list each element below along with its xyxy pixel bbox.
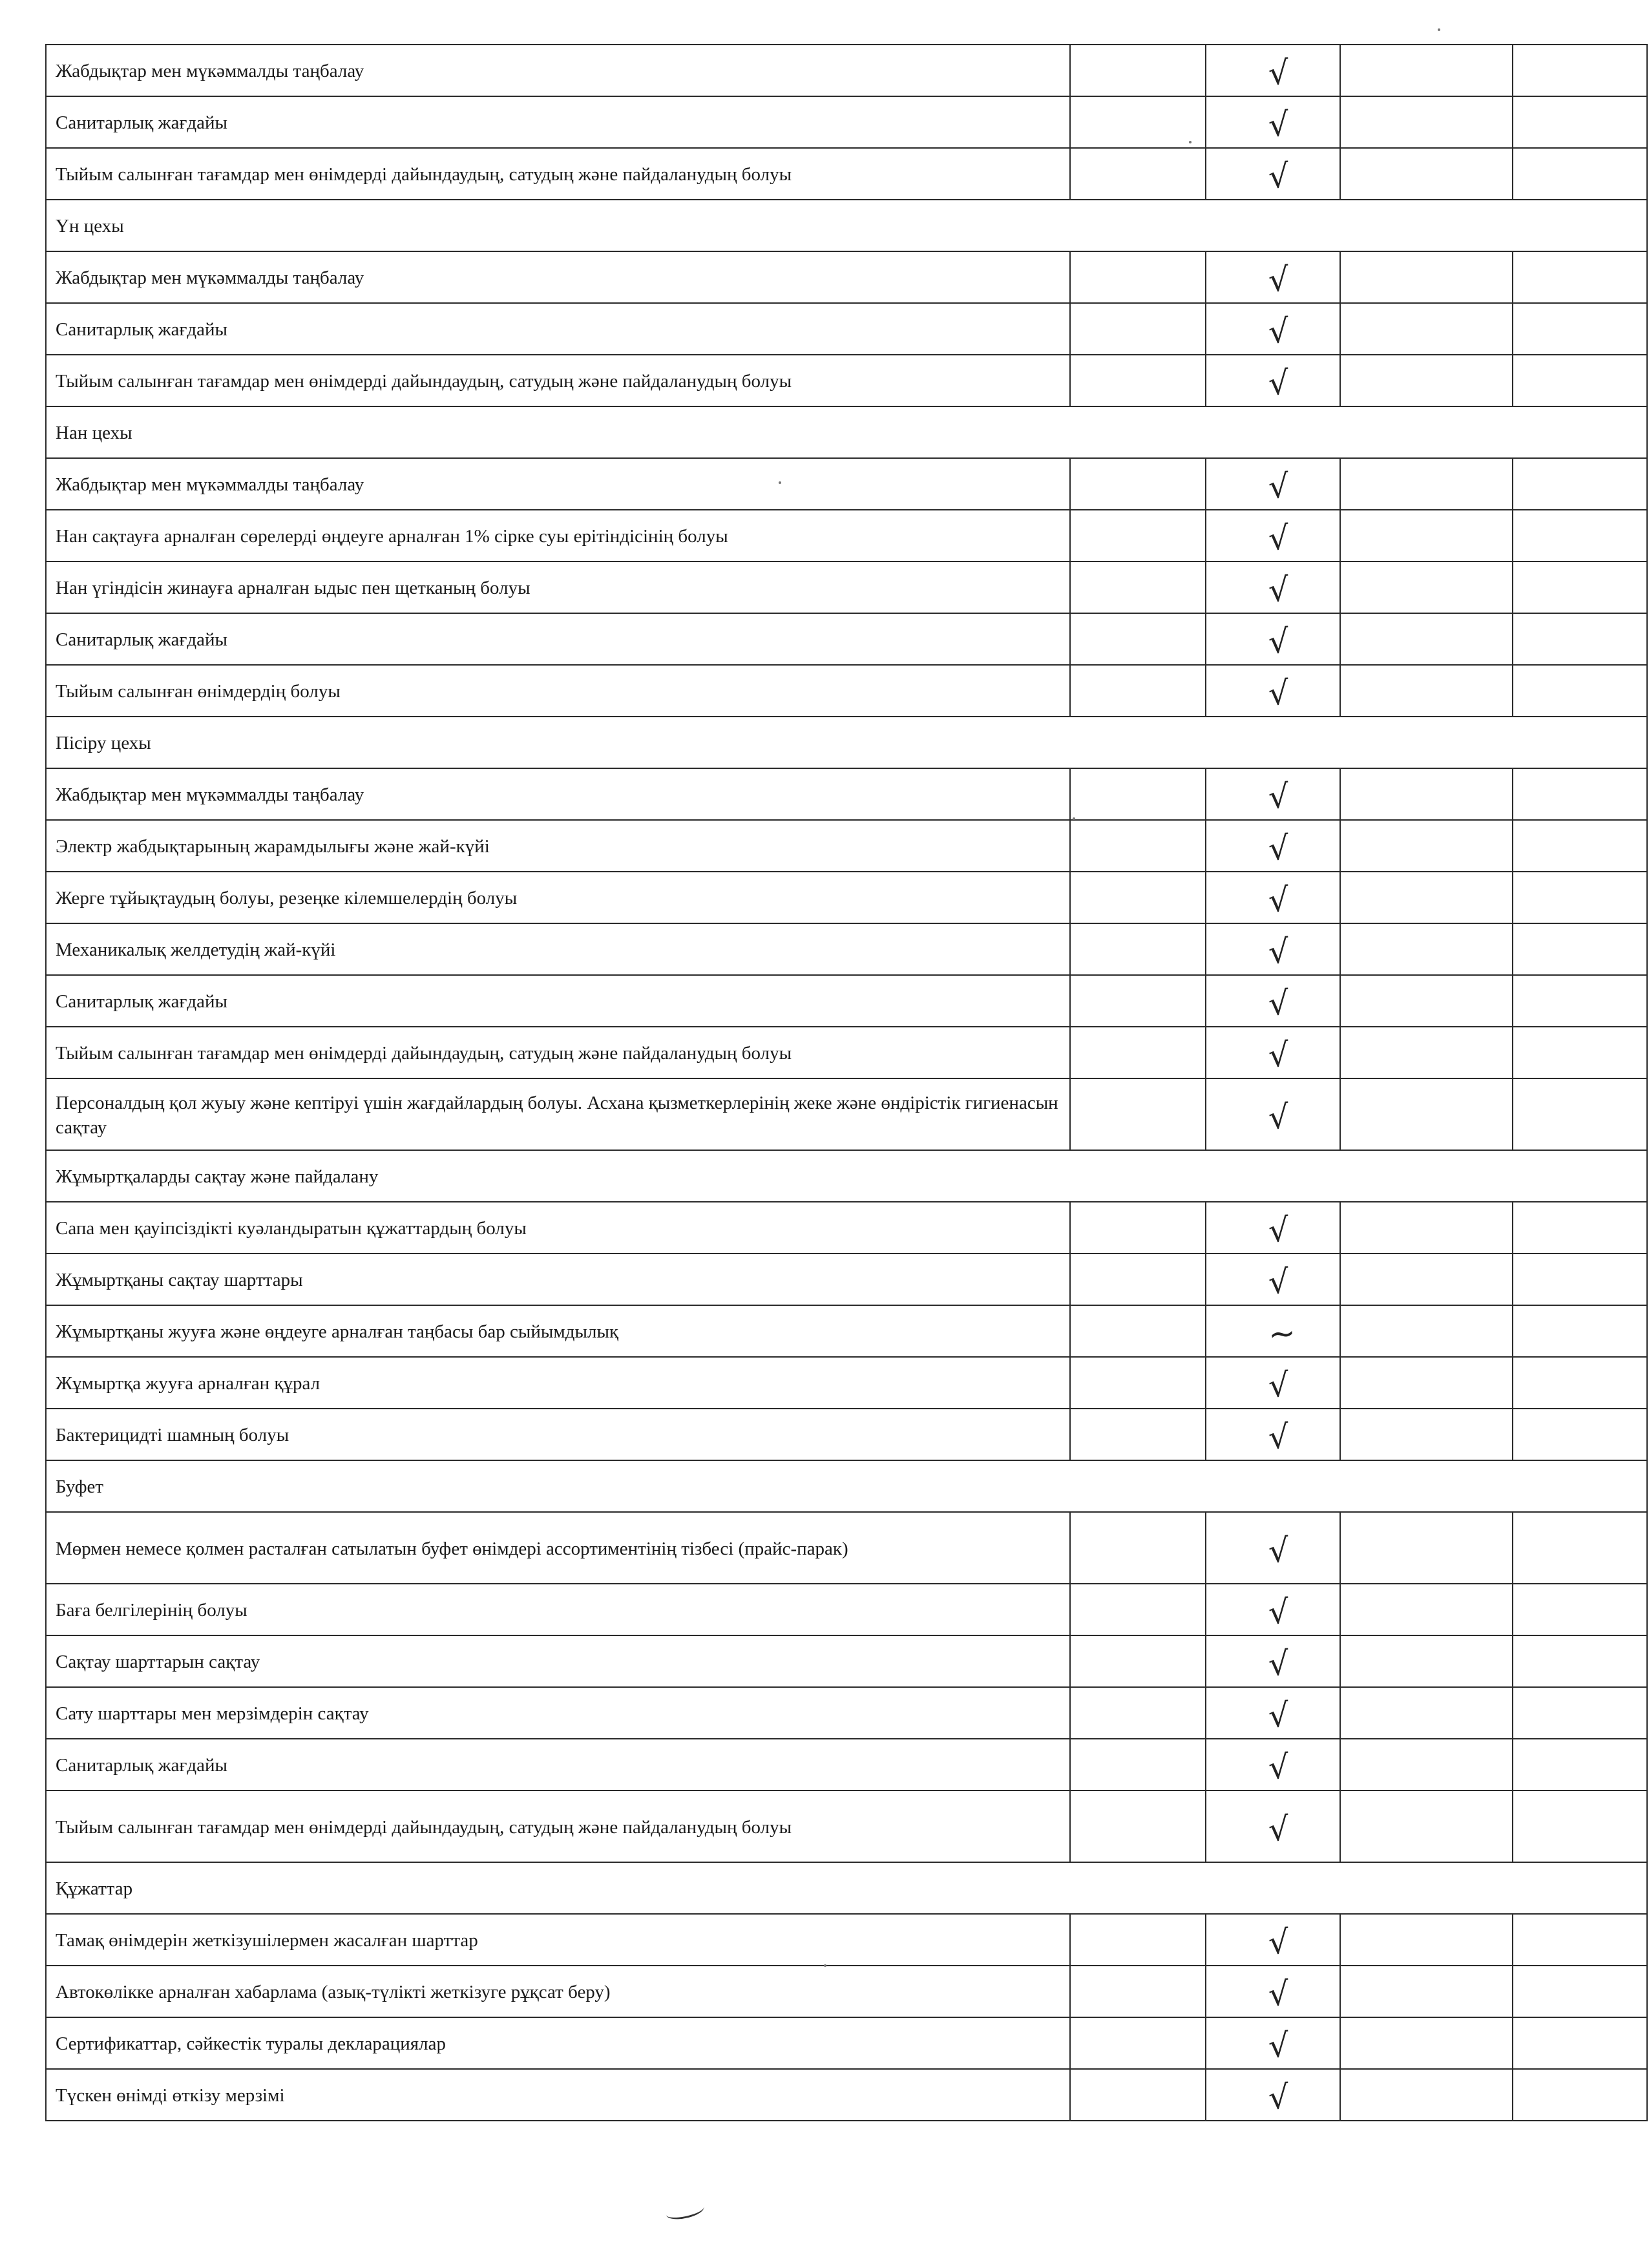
check-mark-icon: √ bbox=[1267, 1922, 1290, 1962]
checklist-row bbox=[46, 1914, 1647, 1966]
requirement-cell bbox=[46, 1966, 1070, 2017]
col-2-cell bbox=[1070, 355, 1206, 406]
check-cell bbox=[1206, 1914, 1340, 1966]
requirement-cell bbox=[46, 148, 1070, 200]
checklist-row bbox=[46, 2069, 1647, 2121]
check-cell bbox=[1206, 1739, 1340, 1790]
col-4-cell bbox=[1340, 1512, 1513, 1584]
requirement-cell bbox=[46, 768, 1070, 820]
requirement-text: Жерге тұйықтаудың болуы, резеңке кілемшелердің болуы bbox=[56, 888, 518, 908]
col-5-cell bbox=[1513, 458, 1647, 510]
check-cell bbox=[1206, 923, 1340, 975]
col-2-cell bbox=[1070, 562, 1206, 613]
col-4-cell bbox=[1340, 2069, 1513, 2121]
col-5-cell bbox=[1513, 148, 1647, 200]
col-2-cell bbox=[1070, 1966, 1206, 2017]
col-4-cell bbox=[1340, 458, 1513, 510]
check-cell bbox=[1206, 1078, 1340, 1150]
col-5-cell bbox=[1513, 1739, 1647, 1790]
section-header-row bbox=[46, 1862, 1647, 1914]
requirement-text: Тыйым салынған өнімдердің болуы bbox=[56, 681, 341, 702]
check-mark-icon: √ bbox=[1267, 260, 1290, 300]
requirement-text: Мөрмен немесе қолмен расталған сатылатын буфет өнімдері ассортиментінің тізбесі (прайс-парак) bbox=[56, 1538, 848, 1559]
col-4-cell bbox=[1340, 613, 1513, 665]
scan-speck bbox=[1189, 141, 1192, 143]
col-4-cell bbox=[1340, 1305, 1513, 1357]
col-2-cell bbox=[1070, 1584, 1206, 1635]
col-5-cell bbox=[1513, 45, 1647, 96]
section-title: Нан цехы bbox=[56, 423, 132, 443]
requirement-cell bbox=[46, 1914, 1070, 1966]
requirement-text: Сапа мен қауіпсіздікті куәландыратын құжаттардың болуы bbox=[56, 1218, 527, 1239]
requirement-cell bbox=[46, 2069, 1070, 2121]
check-mark-icon: √ bbox=[1267, 1747, 1290, 1787]
checklist-row bbox=[46, 45, 1647, 96]
col-2-cell bbox=[1070, 975, 1206, 1027]
col-4-cell bbox=[1340, 872, 1513, 923]
section-header-row bbox=[46, 1460, 1647, 1512]
check-mark-icon: √ bbox=[1267, 1417, 1290, 1457]
col-2-cell bbox=[1070, 1305, 1206, 1357]
col-2-cell bbox=[1070, 665, 1206, 717]
requirement-cell bbox=[46, 1357, 1070, 1409]
section-header-cell bbox=[46, 1150, 1647, 1202]
section-header-row bbox=[46, 717, 1647, 768]
check-cell bbox=[1206, 458, 1340, 510]
check-mark-icon: √ bbox=[1267, 53, 1290, 93]
col-4-cell bbox=[1340, 148, 1513, 200]
requirement-cell bbox=[46, 923, 1070, 975]
requirement-cell bbox=[46, 1202, 1070, 1254]
checklist-row bbox=[46, 148, 1647, 200]
section-title: Жұмыртқаларды сақтау және пайдалану bbox=[56, 1166, 379, 1187]
section-header-cell bbox=[46, 1862, 1647, 1914]
col-2-cell bbox=[1070, 2069, 1206, 2121]
col-4-cell bbox=[1340, 96, 1513, 148]
col-2-cell bbox=[1070, 1635, 1206, 1687]
col-4-cell bbox=[1340, 562, 1513, 613]
requirement-cell bbox=[46, 975, 1070, 1027]
col-5-cell bbox=[1513, 303, 1647, 355]
check-mark-icon: √ bbox=[1267, 1809, 1290, 1849]
col-2-cell bbox=[1070, 820, 1206, 872]
col-5-cell bbox=[1513, 923, 1647, 975]
col-2-cell bbox=[1070, 1254, 1206, 1305]
requirement-text: Механикалық желдетудің жай-күйі bbox=[56, 940, 336, 960]
requirement-cell bbox=[46, 1078, 1070, 1150]
col-4-cell bbox=[1340, 1635, 1513, 1687]
checklist-row bbox=[46, 458, 1647, 510]
col-4-cell bbox=[1340, 510, 1513, 562]
checklist-row bbox=[46, 1584, 1647, 1635]
check-mark-icon: √ bbox=[1267, 2077, 1290, 2117]
requirement-text: Бактерицидті шамның болуы bbox=[56, 1425, 289, 1445]
col-2-cell bbox=[1070, 510, 1206, 562]
col-2-cell bbox=[1070, 1409, 1206, 1460]
requirement-text: Баға белгілерінің болуы bbox=[56, 1600, 247, 1621]
col-2-cell bbox=[1070, 613, 1206, 665]
checklist-row bbox=[46, 820, 1647, 872]
col-2-cell bbox=[1070, 148, 1206, 200]
col-2-cell bbox=[1070, 1512, 1206, 1584]
col-5-cell bbox=[1513, 562, 1647, 613]
requirement-text: Сату шарттары мен мерзімдерін сақтау bbox=[56, 1703, 369, 1724]
requirement-text: Сақтау шарттарын сақтау bbox=[56, 1652, 260, 1672]
col-2-cell bbox=[1070, 251, 1206, 303]
checklist-row bbox=[46, 768, 1647, 820]
pen-stroke-mark bbox=[664, 2200, 705, 2222]
col-2-cell bbox=[1070, 1790, 1206, 1862]
requirement-cell bbox=[46, 872, 1070, 923]
requirement-text: Санитарлық жағдайы bbox=[56, 112, 227, 133]
requirement-cell bbox=[46, 562, 1070, 613]
check-mark-icon: √ bbox=[1267, 2026, 1290, 2066]
col-5-cell bbox=[1513, 1254, 1647, 1305]
col-2-cell bbox=[1070, 303, 1206, 355]
check-cell bbox=[1206, 303, 1340, 355]
requirement-cell bbox=[46, 1790, 1070, 1862]
check-mark-icon: √ bbox=[1267, 467, 1290, 507]
check-cell bbox=[1206, 1512, 1340, 1584]
col-4-cell bbox=[1340, 45, 1513, 96]
check-cell bbox=[1206, 96, 1340, 148]
requirement-cell bbox=[46, 45, 1070, 96]
col-2-cell bbox=[1070, 1078, 1206, 1150]
check-cell bbox=[1206, 1202, 1340, 1254]
check-mark-icon: √ bbox=[1267, 105, 1290, 145]
col-2-cell bbox=[1070, 45, 1206, 96]
col-4-cell bbox=[1340, 1202, 1513, 1254]
requirement-text: Жұмыртқаны жууға және өңдеуге арналған таңбасы бар сыйымдылық bbox=[56, 1321, 619, 1342]
check-mark-icon: √ bbox=[1267, 1592, 1290, 1632]
check-cell bbox=[1206, 768, 1340, 820]
section-header-cell bbox=[46, 1460, 1647, 1512]
col-2-cell bbox=[1070, 1202, 1206, 1254]
check-mark-icon: √ bbox=[1267, 1696, 1290, 1736]
requirement-cell bbox=[46, 96, 1070, 148]
col-4-cell bbox=[1340, 975, 1513, 1027]
col-5-cell bbox=[1513, 1078, 1647, 1150]
requirement-cell bbox=[46, 1635, 1070, 1687]
requirement-cell bbox=[46, 1409, 1070, 1460]
check-mark-icon: √ bbox=[1267, 1644, 1290, 1684]
col-5-cell bbox=[1513, 1635, 1647, 1687]
requirement-text: Тыйым салынған тағамдар мен өнімдерді дайындаудың, сатудың және пайдаланудың болуы bbox=[56, 164, 792, 185]
requirement-text: Жабдықтар мен мүкәммалды таңбалау bbox=[56, 61, 364, 81]
col-2-cell bbox=[1070, 923, 1206, 975]
col-4-cell bbox=[1340, 665, 1513, 717]
check-mark-icon: √ bbox=[1267, 1531, 1290, 1570]
col-2-cell bbox=[1070, 458, 1206, 510]
checklist-row bbox=[46, 1078, 1647, 1150]
checklist-row bbox=[46, 1512, 1647, 1584]
section-header-row bbox=[46, 406, 1647, 458]
col-2-cell bbox=[1070, 1687, 1206, 1739]
checklist-row bbox=[46, 1966, 1647, 2017]
requirement-text: Санитарлық жағдайы bbox=[56, 319, 227, 340]
col-2-cell bbox=[1070, 1739, 1206, 1790]
check-cell bbox=[1206, 2017, 1340, 2069]
col-5-cell bbox=[1513, 1512, 1647, 1584]
col-5-cell bbox=[1513, 1966, 1647, 2017]
col-4-cell bbox=[1340, 1027, 1513, 1078]
col-4-cell bbox=[1340, 1790, 1513, 1862]
requirement-text: Жұмыртқаны сақтау шарттары bbox=[56, 1270, 303, 1290]
checklist-row bbox=[46, 1202, 1647, 1254]
check-mark-icon: √ bbox=[1267, 1365, 1290, 1405]
col-2-cell bbox=[1070, 1357, 1206, 1409]
requirement-cell bbox=[46, 613, 1070, 665]
requirement-text: Автокөлікке арналған хабарлама (азық-түлікті жеткізуге рұқсат беру) bbox=[56, 1982, 611, 2002]
col-5-cell bbox=[1513, 1305, 1647, 1357]
check-mark-icon: √ bbox=[1267, 932, 1290, 972]
col-2-cell bbox=[1070, 1914, 1206, 1966]
col-5-cell bbox=[1513, 820, 1647, 872]
check-cell bbox=[1206, 1790, 1340, 1862]
check-mark-icon: √ bbox=[1267, 1974, 1290, 2014]
checklist-row bbox=[46, 1254, 1647, 1305]
col-5-cell bbox=[1513, 1202, 1647, 1254]
requirement-text: Түскен өнімді өткізу мерзімі bbox=[56, 2085, 285, 2106]
col-2-cell bbox=[1070, 96, 1206, 148]
requirement-cell bbox=[46, 458, 1070, 510]
requirement-text: Тыйым салынған тағамдар мен өнімдерді дайындаудың, сатудың және пайдаланудың болуы bbox=[56, 1816, 792, 1838]
requirement-cell bbox=[46, 1254, 1070, 1305]
checklist-row bbox=[46, 923, 1647, 975]
check-cell bbox=[1206, 1027, 1340, 1078]
requirement-text: Нан сақтауға арналған сөрелерді өңдеуге арналған 1% сірке суы ерітіндісінің болуы bbox=[56, 526, 728, 547]
col-5-cell bbox=[1513, 1914, 1647, 1966]
col-5-cell bbox=[1513, 768, 1647, 820]
col-5-cell bbox=[1513, 251, 1647, 303]
col-5-cell bbox=[1513, 1357, 1647, 1409]
col-2-cell bbox=[1070, 872, 1206, 923]
check-cell bbox=[1206, 45, 1340, 96]
col-4-cell bbox=[1340, 251, 1513, 303]
section-header-cell bbox=[46, 717, 1647, 768]
check-cell bbox=[1206, 1687, 1340, 1739]
check-cell bbox=[1206, 1966, 1340, 2017]
checklist-row bbox=[46, 251, 1647, 303]
col-4-cell bbox=[1340, 820, 1513, 872]
section-header-row bbox=[46, 200, 1647, 251]
requirement-cell bbox=[46, 1687, 1070, 1739]
requirement-text: Персоналдың қол жуыу және кептіруі үшін жағдайлардың болуы. Асхана қызметкерлерінің жеке және өндірістік гигиенасын сақтау bbox=[56, 1092, 1058, 1138]
checklist-sheet bbox=[45, 44, 1557, 2121]
col-5-cell bbox=[1513, 872, 1647, 923]
check-mark-icon: √ bbox=[1267, 363, 1290, 403]
checklist-row bbox=[46, 1027, 1647, 1078]
check-cell bbox=[1206, 1409, 1340, 1460]
section-header-cell bbox=[46, 406, 1647, 458]
check-cell bbox=[1206, 2069, 1340, 2121]
checklist-row bbox=[46, 562, 1647, 613]
check-mark-icon: √ bbox=[1267, 1035, 1290, 1075]
col-5-cell bbox=[1513, 510, 1647, 562]
col-5-cell bbox=[1513, 2069, 1647, 2121]
requirement-cell bbox=[46, 251, 1070, 303]
requirement-cell bbox=[46, 665, 1070, 717]
check-mark-icon: √ bbox=[1267, 673, 1290, 713]
check-mark-icon: √ bbox=[1267, 622, 1290, 662]
check-cell bbox=[1206, 562, 1340, 613]
checklist-row bbox=[46, 2017, 1647, 2069]
col-5-cell bbox=[1513, 96, 1647, 148]
checklist-row bbox=[46, 1687, 1647, 1739]
col-4-cell bbox=[1340, 1966, 1513, 2017]
check-mark-icon: √ bbox=[1267, 777, 1290, 817]
check-cell bbox=[1206, 975, 1340, 1027]
check-cell bbox=[1206, 251, 1340, 303]
requirement-cell bbox=[46, 355, 1070, 406]
requirement-cell bbox=[46, 303, 1070, 355]
checklist-row bbox=[46, 1409, 1647, 1460]
section-title: Үн цехы bbox=[56, 216, 124, 236]
col-4-cell bbox=[1340, 1078, 1513, 1150]
requirement-cell bbox=[46, 510, 1070, 562]
check-cell bbox=[1206, 613, 1340, 665]
section-title: Пісіру цехы bbox=[56, 733, 151, 753]
requirement-text: Жабдықтар мен мүкәммалды таңбалау bbox=[56, 784, 364, 805]
checklist-body bbox=[46, 45, 1647, 2121]
col-5-cell bbox=[1513, 2017, 1647, 2069]
col-4-cell bbox=[1340, 1409, 1513, 1460]
requirement-text: Санитарлық жағдайы bbox=[56, 629, 227, 650]
scan-speck bbox=[824, 1964, 826, 1967]
checklist-row bbox=[46, 975, 1647, 1027]
check-cell bbox=[1206, 510, 1340, 562]
check-cell bbox=[1206, 1357, 1340, 1409]
check-mark-icon: ~ bbox=[1267, 1314, 1297, 1354]
check-cell bbox=[1206, 148, 1340, 200]
scan-speck bbox=[779, 481, 781, 484]
checklist-row bbox=[46, 665, 1647, 717]
col-4-cell bbox=[1340, 1914, 1513, 1966]
col-5-cell bbox=[1513, 1409, 1647, 1460]
section-header-cell bbox=[46, 200, 1647, 251]
col-4-cell bbox=[1340, 355, 1513, 406]
col-4-cell bbox=[1340, 1739, 1513, 1790]
requirement-text: Тамақ өнімдерін жеткізушілермен жасалған шарттар bbox=[56, 1930, 478, 1951]
requirement-text: Сертификаттар, сәйкестік туралы декларациялар bbox=[56, 2033, 446, 2054]
check-cell bbox=[1206, 872, 1340, 923]
check-cell bbox=[1206, 820, 1340, 872]
check-mark-icon: √ bbox=[1267, 311, 1290, 352]
col-5-cell bbox=[1513, 613, 1647, 665]
checklist-row bbox=[46, 1305, 1647, 1357]
check-mark-icon: √ bbox=[1267, 880, 1290, 920]
requirement-text: Санитарлық жағдайы bbox=[56, 1755, 227, 1776]
checklist-row bbox=[46, 1790, 1647, 1862]
col-4-cell bbox=[1340, 1357, 1513, 1409]
section-header-row bbox=[46, 1150, 1647, 1202]
check-mark-icon: √ bbox=[1267, 570, 1290, 610]
col-4-cell bbox=[1340, 923, 1513, 975]
checklist-row bbox=[46, 872, 1647, 923]
col-4-cell bbox=[1340, 768, 1513, 820]
check-mark-icon: √ bbox=[1267, 983, 1290, 1024]
section-title: Құжаттар bbox=[56, 1878, 133, 1899]
check-cell bbox=[1206, 1254, 1340, 1305]
requirement-text: Жабдықтар мен мүкәммалды таңбалау bbox=[56, 474, 364, 495]
requirement-cell bbox=[46, 1739, 1070, 1790]
checklist-row bbox=[46, 1739, 1647, 1790]
requirement-text: Жабдықтар мен мүкәммалды таңбалау bbox=[56, 268, 364, 288]
checklist-table bbox=[45, 44, 1648, 2121]
requirement-text: Тыйым салынған тағамдар мен өнімдерді дайындаудың, сатудың және пайдаланудың болуы bbox=[56, 1043, 792, 1064]
col-5-cell bbox=[1513, 975, 1647, 1027]
check-mark-icon: √ bbox=[1267, 156, 1290, 196]
check-cell bbox=[1206, 1635, 1340, 1687]
requirement-cell bbox=[46, 1305, 1070, 1357]
col-2-cell bbox=[1070, 768, 1206, 820]
check-cell bbox=[1206, 1305, 1340, 1357]
requirement-text: Санитарлық жағдайы bbox=[56, 991, 227, 1012]
col-4-cell bbox=[1340, 1687, 1513, 1739]
check-mark-icon: √ bbox=[1267, 518, 1290, 558]
check-mark-icon: √ bbox=[1267, 1262, 1290, 1302]
requirement-cell bbox=[46, 2017, 1070, 2069]
check-cell bbox=[1206, 1584, 1340, 1635]
col-4-cell bbox=[1340, 1254, 1513, 1305]
check-cell bbox=[1206, 665, 1340, 717]
col-4-cell bbox=[1340, 303, 1513, 355]
scan-speck bbox=[1438, 28, 1440, 31]
requirement-text: Электр жабдықтарының жарамдылығы және жай-күйі bbox=[56, 836, 490, 857]
checklist-row bbox=[46, 355, 1647, 406]
col-2-cell bbox=[1070, 2017, 1206, 2069]
scan-speck bbox=[1073, 817, 1075, 820]
checklist-row bbox=[46, 613, 1647, 665]
requirement-cell bbox=[46, 1027, 1070, 1078]
col-5-cell bbox=[1513, 1584, 1647, 1635]
requirement-text: Нан үгіндісін жинауға арналған ыдыс пен щетканың болуы bbox=[56, 578, 530, 598]
checklist-row bbox=[46, 1635, 1647, 1687]
col-5-cell bbox=[1513, 1027, 1647, 1078]
requirement-cell bbox=[46, 1512, 1070, 1584]
requirement-text: Тыйым салынған тағамдар мен өнімдерді дайындаудың, сатудың және пайдаланудың болуы bbox=[56, 371, 792, 392]
col-5-cell bbox=[1513, 1687, 1647, 1739]
checklist-row bbox=[46, 510, 1647, 562]
col-5-cell bbox=[1513, 665, 1647, 717]
col-4-cell bbox=[1340, 1584, 1513, 1635]
section-title: Буфет bbox=[56, 1476, 104, 1497]
check-cell bbox=[1206, 355, 1340, 406]
requirement-text: Жұмыртқа жууға арналған құрал bbox=[56, 1373, 320, 1394]
check-mark-icon: √ bbox=[1267, 828, 1290, 868]
check-mark-icon: √ bbox=[1267, 1210, 1290, 1250]
requirement-cell bbox=[46, 820, 1070, 872]
col-2-cell bbox=[1070, 1027, 1206, 1078]
col-5-cell bbox=[1513, 355, 1647, 406]
check-mark-icon: √ bbox=[1267, 1097, 1290, 1137]
col-4-cell bbox=[1340, 2017, 1513, 2069]
checklist-row bbox=[46, 1357, 1647, 1409]
checklist-row bbox=[46, 96, 1647, 148]
col-5-cell bbox=[1513, 1790, 1647, 1862]
checklist-row bbox=[46, 303, 1647, 355]
requirement-cell bbox=[46, 1584, 1070, 1635]
